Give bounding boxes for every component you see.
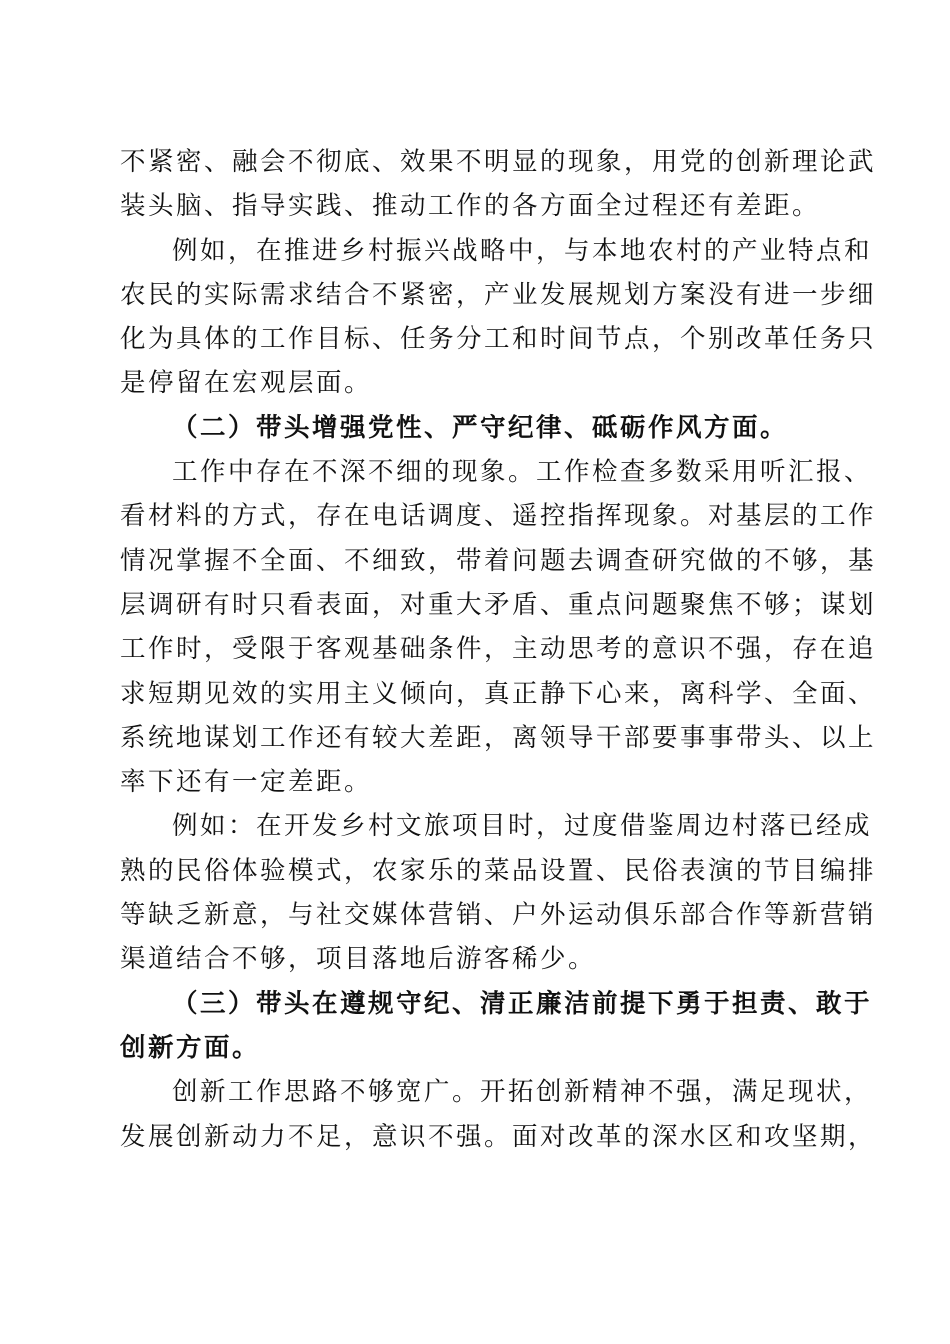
paragraph-line: 不紧密、融会不彻底、效果不明显的现象，用党的创新理论武 — [120, 147, 877, 177]
paragraph-line: 求短期见效的实用主义倾向，真正静下心来，离科学、全面、 — [120, 678, 877, 709]
paragraph-line: 化为具体的工作目标、任务分工和时间节点，个别改革任务只 — [120, 324, 877, 355]
paragraph-line: 情况掌握不全面、不细致，带着问题去调查研究做的不够，基 — [120, 545, 877, 576]
paragraph-line: 等缺乏新意，与社交媒体营销、户外运动俱乐部合作等新营销 — [120, 900, 877, 931]
paragraph-line: 农民的实际需求结合不紧密，产业发展规划方案没有进一步细 — [120, 279, 877, 310]
paragraph-line: 例如，在推进乡村振兴战略中，与本地农村的产业特点和 — [172, 235, 873, 266]
document-page — [120, 140, 877, 1159]
paragraph-line: 例如：在开发乡村文旅项目时，过度借鉴周边村落已经成 — [172, 811, 873, 842]
section-heading: （二）带头增强党性、严守纪律、砥砺作风方面。 — [172, 412, 789, 443]
section-heading: （三）带头在遵规守纪、清正廉洁前提下勇于担责、敢于 — [172, 988, 873, 1019]
section-heading: 创新方面。 — [120, 1032, 261, 1063]
paragraph-line: 工作中存在不深不细的现象。工作检查多数采用听汇报、 — [172, 457, 873, 488]
paragraph-line: 系统地谋划工作还有较大差距，离领导干部要事事带头、以上 — [120, 722, 877, 753]
paragraph-line: 率下还有一定差距。 — [120, 767, 373, 798]
paragraph-line: 层调研有时只看表面，对重大矛盾、重点问题聚焦不够；谋划 — [120, 589, 877, 620]
paragraph-line: 是停留在宏观层面。 — [120, 368, 373, 399]
paragraph-line: 看材料的方式，存在电话调度、遥控指挥现象。对基层的工作 — [120, 501, 877, 532]
paragraph-line: 工作时，受限于客观基础条件，主动思考的意识不强，存在追 — [120, 634, 877, 665]
paragraph-line: 装头脑、指导实践、推动工作的各方面全过程还有差距。 — [120, 191, 821, 222]
paragraph-line: 发展创新动力不足，意识不强。面对改革的深水区和攻坚期， — [120, 1121, 877, 1152]
paragraph-line: 熟的民俗体验模式，农家乐的菜品设置、民俗表演的节目编排 — [120, 855, 877, 886]
paragraph-line: 渠道结合不够，项目落地后游客稀少。 — [120, 944, 597, 975]
paragraph-line: 创新工作思路不够宽广。开拓创新精神不强，满足现状， — [172, 1077, 873, 1108]
